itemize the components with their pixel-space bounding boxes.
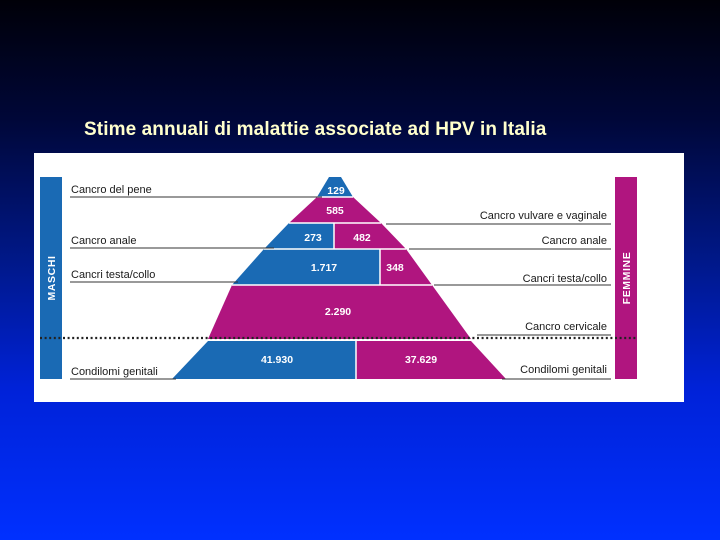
label-male-anal-cancer: Cancro anale [71, 235, 137, 247]
value-female-vulvar-vaginal-cancer: 585 [326, 205, 344, 217]
value-male-genital-warts: 41.930 [260, 354, 294, 366]
label-male-penile-cancer: Cancro del pene [71, 184, 152, 196]
segment-male-anal-cancer [264, 223, 334, 249]
label-male-head-neck-cancer: Cancri testa/collo [71, 269, 156, 281]
value-male-head-neck-cancer: 1.717 [310, 262, 338, 274]
label-female-vulvar-vaginal-cancer: Cancro vulvare e vaginale [479, 210, 607, 222]
label-male-genital-warts: Condilomi genitali [71, 366, 158, 378]
value-male-penile-cancer: 129 [327, 185, 345, 197]
value-female-anal-cancer: 482 [353, 232, 371, 244]
label-female-cervical-cancer: Cancro cervicale [525, 321, 607, 333]
value-male-anal-cancer: 273 [304, 232, 322, 244]
label-female-anal-cancer: Cancro anale [541, 235, 607, 247]
label-female-head-neck-cancer: Cancri testa/collo [522, 273, 607, 285]
value-female-head-neck-cancer: 348 [386, 262, 404, 274]
value-female-genital-warts: 37.629 [404, 354, 438, 366]
male-side-label: MASCHI [46, 255, 58, 301]
female-side-label: FEMMINE [621, 251, 633, 305]
segment-male-head-neck-cancer [232, 249, 380, 285]
value-female-cervical-cancer: 2.290 [324, 306, 352, 318]
label-female-genital-warts: Condilomi genitali [520, 364, 607, 376]
pyramid-diagram [34, 153, 684, 402]
hpv-pyramid-figure [34, 153, 684, 402]
slide-title: Stime annuali di malattie associate ad HPV in Italia [84, 119, 547, 140]
